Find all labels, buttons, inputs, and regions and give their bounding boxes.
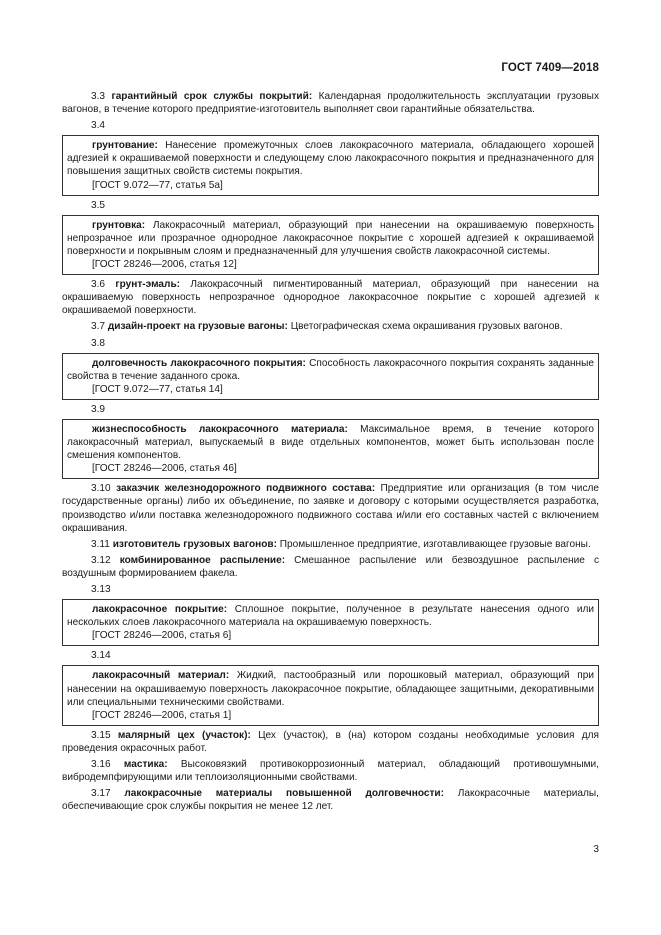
definition-3-10	[62, 482, 599, 534]
source-reference: [ГОСТ 28246—2006, статья 46]	[92, 463, 237, 475]
definition-text: Лакокрасочный материал, образующий при нанесении на окрашиваемую поверхность непрозрачное или прозрачное однородное лакокрасочное покрытие с хорошей адгезией к окрашиваемой поверхности и покрывным слоям и предназначенный для улучшения свойств лакокрасочной системы.	[67, 219, 594, 257]
clause-number: 3.16	[91, 759, 111, 771]
document-id: ГОСТ 7409—2018	[501, 62, 599, 74]
definition-text: Высоковязкий противокоррозионный материал, обладающий противошумными, вибродемпфирующими или теплоизоляционными свойствами.	[62, 759, 599, 784]
page-number: 3	[593, 844, 599, 855]
clause-number: 3.4	[91, 120, 106, 132]
definition	[67, 357, 594, 383]
term: изготовитель грузовых вагонов:	[112, 538, 277, 550]
definition-text: Предприятие или организация (в том числе государственные органы) либо их объединение, по заявке и договору с которыми осуществляется разработка, производство и/или поставка железнодорожного подвижного состава и/или его составных частей с включением окрашивания.	[62, 483, 599, 534]
definition	[67, 423, 594, 462]
definition	[67, 669, 594, 708]
clause-number: 3.8	[91, 337, 106, 349]
definition-text: Максимальное время, в течение которого лакокрасочный материал, выпускаемый в виде отдельных компонентов, может быть использован после смешения компонентов.	[67, 423, 594, 462]
term: заказчик железнодорожного подвижного состава:	[116, 483, 376, 495]
definition-text: Цветографическая схема окрашивания грузовых вагонов.	[287, 321, 563, 333]
definition	[67, 603, 594, 629]
clause-number: 3.3	[91, 91, 106, 102]
clause-number: 3.15	[91, 729, 111, 741]
source-reference: [ГОСТ 28246—2006, статья 1]	[92, 709, 232, 721]
definition-3-17	[62, 787, 599, 813]
clause-number: 3.9	[91, 403, 106, 415]
definition-box-3-14	[62, 665, 599, 725]
term: дизайн-проект на грузовые вагоны:	[107, 321, 288, 333]
definition-text: Промышленное предприятие, изготавливающее грузовые вагоны.	[276, 538, 591, 550]
term: гарантийный срок службы покрытий:	[111, 91, 313, 102]
term: долговечность лакокрасочного покрытия:	[92, 357, 306, 369]
definition-text: Сплошное покрытие, полученное в результате нанесения одного или нескольких слоев лакокрасочного материала на окрашиваемую поверхность.	[67, 604, 594, 629]
term: мастика:	[123, 759, 168, 771]
definition-3-6	[62, 278, 599, 317]
definition-box-3-5	[62, 215, 599, 275]
definition-text: Лакокрасочный пигментированный материал, образующий при нанесении на окрашиваемую поверхность непрозрачное однородное лакокрасочное покрытие с хорошей адгезией к окрашиваемой поверхности.	[62, 279, 599, 317]
clause-number: 3.11	[91, 538, 110, 550]
term: малярный цех (участок):	[117, 729, 251, 741]
definition-box-3-8	[62, 353, 599, 400]
clause-number: 3.5	[91, 199, 106, 211]
term: комбинированное распыление:	[119, 554, 286, 566]
definition-text: Жидкий, пастообразный или порошковый материал, образующий при нанесении на окрашиваемую поверхность лакокрасочное покрытие, обладающее защитными, декоративными или специальными техническими свойствами.	[67, 670, 594, 708]
clause-number: 3.14	[91, 650, 111, 662]
term: лакокрасочный материал:	[92, 670, 230, 682]
definition-text: Цех (участок), в (на) котором созданы необходимые условия для проведения окрасочных работ.	[62, 729, 599, 754]
definition-3-15	[62, 729, 599, 755]
clause-number: 3.10	[91, 483, 111, 495]
term: жизнеспособность лакокрасочного материала:	[92, 423, 348, 435]
clause-number: 3.13	[91, 584, 111, 595]
definition-3-12	[62, 554, 599, 580]
definitions-section	[62, 90, 599, 816]
definition-3-11	[62, 538, 599, 551]
definition-text: Нанесение промежуточных слоев лакокрасочного материала, обладающего хорошей адгезией к окрашиваемой поверхности и следующему слою лакокрасочного покрытия и предназначенного для повышения защитных свойств системы покрытия.	[67, 140, 594, 178]
definition-box-3-13	[62, 599, 599, 646]
definition-text: Календарная продолжительность эксплуатации грузовых вагонов, в течение которого предприятие-изготовитель выполняет свои гарантийные обязательства.	[62, 91, 599, 116]
clause-number: 3.17	[91, 788, 111, 800]
clause-number: 3.6	[91, 279, 106, 291]
definition-3-16	[62, 758, 599, 784]
clause-number: 3.12	[91, 554, 111, 566]
source-reference: [ГОСТ 28246—2006, статья 6]	[92, 630, 232, 642]
definition-box-3-9	[62, 419, 599, 479]
definition-text: Способность лакокрасочного покрытия сохранять заданные свойства в течение заданного срока.	[67, 357, 595, 382]
term: грунтование:	[92, 140, 158, 152]
term: лакокрасочные материалы повышенной долговечности:	[124, 788, 444, 800]
definition-text: Смешанное распыление или безвоздушное распыление с воздушным формированием факела.	[62, 554, 599, 579]
definition-3-7	[62, 320, 599, 333]
definition-text: Лакокрасочные материалы, обеспечивающие срок службы покрытия не менее 12 лет.	[62, 788, 599, 813]
term: лакокрасочное покрытие:	[92, 604, 228, 616]
source-reference: [ГОСТ 28246—2006, статья 12]	[92, 259, 237, 271]
term: грунтовка:	[92, 219, 146, 231]
source-reference: [ГОСТ 9.072—77, статья 14]	[92, 383, 223, 395]
definition-3-3	[62, 90, 599, 116]
definition	[67, 139, 594, 178]
definition	[67, 219, 594, 258]
source-reference: [ГОСТ 9.072—77, статья 5а]	[92, 179, 223, 191]
definition-box-3-4	[62, 135, 599, 195]
term: грунт-эмаль:	[115, 279, 181, 291]
clause-number: 3.7	[91, 321, 106, 333]
